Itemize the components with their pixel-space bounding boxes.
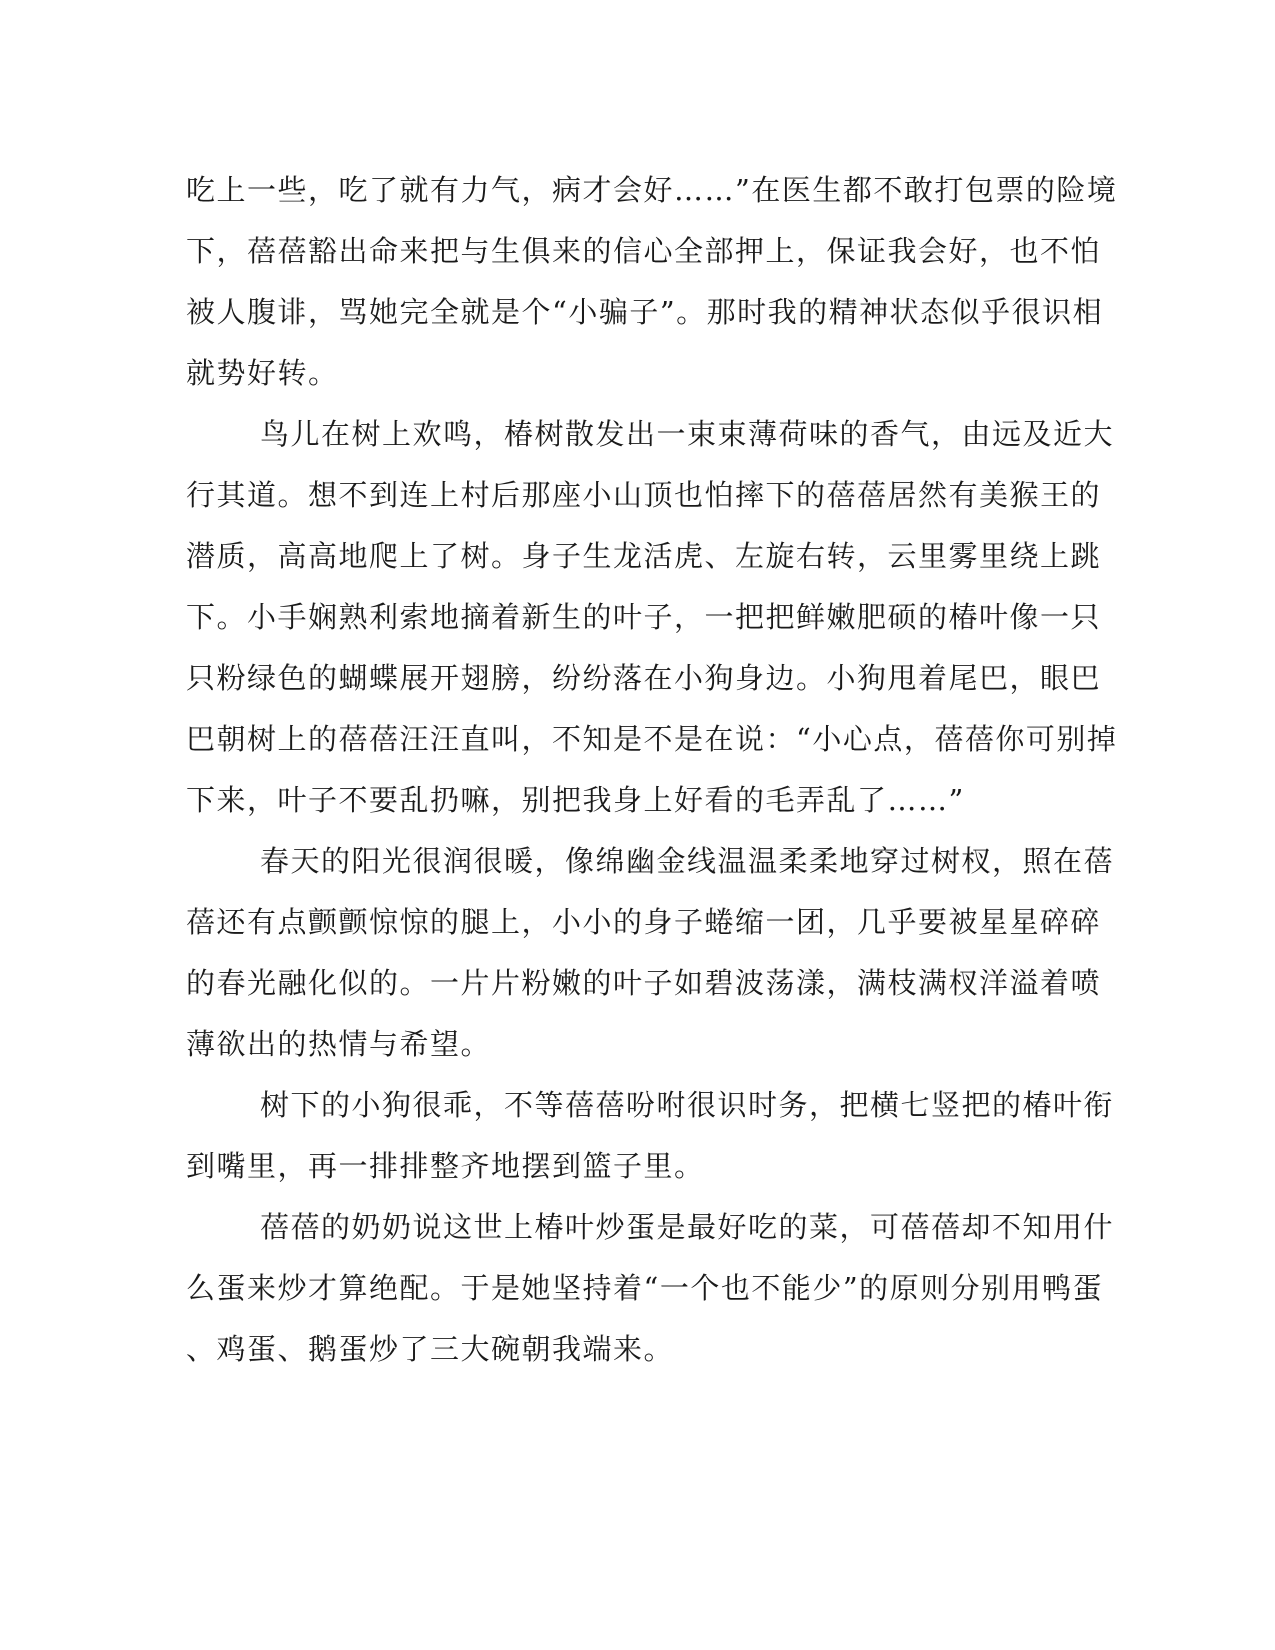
text-line: 下。小手娴熟利索地摘着新生的叶子，一把把鲜嫩肥硕的椿叶像一只 [186,600,1102,634]
text-line: 就势好转。 [186,356,339,390]
text-line: 树下的小狗很乖，不等蓓蓓吩咐很识时务，把横七竖把的椿叶衔 [260,1088,1115,1122]
text-line: 春天的阳光很润很暖，像绵幽金线温温柔柔地穿过树杈，照在蓓 [260,844,1115,878]
text-line: 下，蓓蓓豁出命来把与生俱来的信心全部押上，保证我会好，也不怕 [186,234,1102,268]
paragraph-1 [186,160,1118,404]
text-line: 被人腹诽，骂她完全就是个“小骗子”。那时我的精神状态似乎很识相 [186,295,1104,329]
text-line: 蓓蓓的奶奶说这世上椿叶炒蛋是最好吃的菜，可蓓蓓却不知用什 [260,1210,1115,1244]
text-line: 只粉绿色的蝴蝶展开翅膀，纷纷落在小狗身边。小狗甩着尾巴，眼巴 [186,661,1102,695]
text-line: 鸟儿在树上欢鸣，椿树散发出一束束薄荷味的香气，由远及近大 [260,417,1115,451]
text-line: 巴朝树上的蓓蓓汪汪直叫，不知是不是在说：“小心点，蓓蓓你可别掉 [186,722,1118,756]
text-line: 、鸡蛋、鹅蛋炒了三大碗朝我端来。 [186,1332,675,1366]
document-body [186,160,1118,1380]
text-line: 蓓还有点颤颤惊惊的腿上，小小的身子蜷缩一团，几乎要被星星碎碎 [186,905,1102,939]
text-line: 的春光融化似的。一片片粉嫩的叶子如碧波荡漾，满枝满杈洋溢着喷 [186,966,1102,1000]
text-line: 到嘴里，再一排排整齐地摆到篮子里。 [186,1149,705,1183]
text-line: 下来，叶子不要乱扔嘛，别把我身上好看的毛弄乱了……” [186,783,965,817]
text-line: 么蛋来炒才算绝配。于是她坚持着“一个也不能少”的原则分别用鸭蛋 [186,1271,1104,1305]
paragraph-4 [186,1075,1115,1197]
text-line: 薄欲出的热情与希望。 [186,1027,492,1061]
text-line: 潜质，高高地爬上了树。身子生龙活虎、左旋右转，云里雾里绕上跳 [186,539,1102,573]
paragraph-2 [186,404,1118,831]
paragraph-5 [186,1197,1115,1380]
paragraph-3 [186,831,1115,1075]
text-line: 行其道。想不到连上村后那座小山顶也怕摔下的蓓蓓居然有美猴王的 [186,478,1102,512]
text-line: 吃上一些，吃了就有力气，病才会好……”在医生都不敢打包票的险境 [186,173,1118,207]
